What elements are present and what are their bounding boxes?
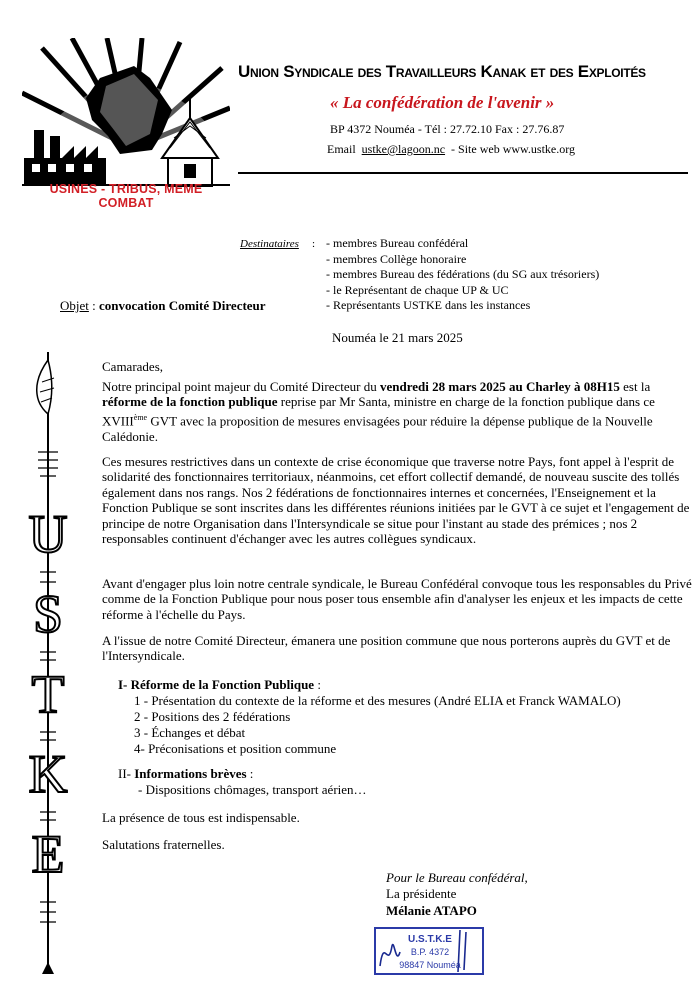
agenda-section-2 — [118, 766, 367, 798]
recipients-colon: : — [312, 238, 316, 250]
email-web-line — [327, 142, 575, 157]
email-label: Email — [327, 142, 356, 156]
p1-text: est la — [619, 379, 651, 394]
subject-label: Objet — [60, 298, 89, 313]
side-letter-e: E — [31, 824, 65, 884]
agenda-item: 3 - Échanges et débat — [134, 725, 246, 740]
contact-line: BP 4372 Nouméa - Tél : 27.72.10 Fax : 27.76.87 — [330, 122, 565, 136]
recipients-list — [326, 236, 599, 314]
letter-date: Nouméa le 21 mars 2025 — [332, 330, 463, 345]
agenda-title: Informations brèves — [134, 766, 247, 781]
organization-name: Union Syndicale des Travailleurs Kanak et des Exploités — [238, 62, 646, 81]
side-letter-u: U — [28, 504, 68, 564]
stamp-line-3: 98847 Nouméa — [399, 960, 461, 970]
agenda-item: 1 - Présentation du contexte de la réforme et des mesures (André ELIA et Franck WAMALO) — [134, 693, 621, 708]
paragraph-1 — [102, 379, 692, 444]
email-link[interactable]: ustke@lagoon.nc — [361, 142, 446, 156]
ordinal-suffix: ème — [133, 412, 148, 422]
agenda-number: I- — [118, 677, 131, 692]
p1-text: GVT avec la proposition de mesures envisagées pour réduire la dépense publique de la Nouvelle Calédonie. — [102, 413, 653, 444]
paragraph-3: Avant d'engager plus loin notre centrale syndicale, le Bureau Confédéral convoque tous les responsables du Privé comme de la Fonction Publique pour nous poser tous ensemble afin d'analyser les enjeux et les impacts de cette réforme à l'échelle du Pays. — [102, 576, 692, 622]
stamp-line-2: B.P. 4372 — [410, 947, 450, 957]
meeting-datetime: vendredi 28 mars 2025 au Charley à 08H15 — [379, 379, 620, 394]
recipients-label: Destinataires — [240, 238, 299, 250]
agenda-colon: : — [314, 677, 321, 692]
recipient-item: - membres Bureau des fédérations (du SG aux trésoriers) — [326, 267, 600, 281]
side-letter-s: S — [32, 584, 64, 644]
salutation: Camarades, — [102, 359, 164, 374]
agenda-heading-1 — [118, 677, 621, 693]
presence-note: La présence de tous est indispensable. — [102, 810, 300, 825]
paragraph-4: A l'issue de notre Comité Directeur, émanera une position commune que nous porterons auprès du GVT et de l'Intersyndicale. — [102, 633, 671, 664]
recipient-item: - le Représentant de chaque UP & UC — [326, 282, 509, 297]
signature-for-line: Pour le Bureau confédéral, — [386, 870, 528, 885]
reform-topic: réforme de la fonction publique — [102, 394, 278, 410]
paragraph-2: Ces mesures restrictives dans un contexte de crise économique que traverse notre Pays, font appel à l'esprit de solidarité des fonctionnaires territoriaux, néanmoins, cet effort collectif demandé, de nouveau suscite des tollés également dans nos rangs. Nos 2 fédérations de fonctionnaires internes et concernées, l'Enseignement et la Fonction Publique se sont inscrites dans les différentes réunions initiées par le GVT à ce sujet et l'engagement de principe de notre Organisation dans l'Intersyndicale se situe pour l'instant au stade des prémices ; nos 2 responsables continuent d'échanger avec les autres collègues syndicaux. — [102, 454, 690, 547]
recipient-item: - membres Collège honoraire — [326, 251, 467, 266]
subject-line — [60, 298, 266, 314]
signature-role: La présidente — [386, 886, 457, 901]
agenda-section-1 — [118, 677, 621, 757]
recipient-item: - membres Bureau confédéral — [326, 236, 469, 250]
logo-slogan: USINES - TRIBUS, MEME COMBAT — [49, 182, 203, 210]
agenda-title: Réforme de la Fonction Publique — [130, 677, 315, 692]
agenda-colon: : — [246, 766, 254, 781]
website-text: - Site web www.ustke.org — [451, 142, 576, 156]
agenda-heading-2 — [118, 766, 367, 782]
p1-text: reprise par Mr Santa, ministre en charge de la fonction publique dans ce XVIII — [102, 394, 655, 429]
signature-name: Mélanie ATAPO — [386, 903, 477, 918]
agenda-item: 2 - Positions des 2 fédérations — [134, 709, 291, 724]
spear-ustke-ornament — [28, 342, 80, 982]
feather-icon — [37, 360, 52, 414]
header-divider — [238, 172, 688, 174]
subject-text: convocation Comité Directeur — [99, 298, 266, 313]
closing-greeting: Salutations fraternelles. — [102, 837, 225, 852]
ustke-logo — [22, 38, 230, 200]
side-letter-k: K — [28, 744, 68, 804]
subject-separator: : — [88, 298, 100, 313]
agenda-number: II- — [118, 766, 135, 781]
recipient-item: - Représentants USTKE dans les instances — [326, 298, 531, 312]
side-letter-t: T — [31, 664, 65, 724]
p1-text: Notre principal point majeur du Comité Directeur du — [102, 379, 380, 394]
organization-motto: « La confédération de l'avenir » — [330, 93, 555, 112]
official-stamp — [374, 926, 484, 976]
stamp-line-1: U.S.T.K.E — [408, 934, 452, 945]
agenda-item: 4- Préconisations et position commune — [134, 741, 337, 756]
agenda-item: - Dispositions chômages, transport aérien… — [138, 782, 367, 797]
